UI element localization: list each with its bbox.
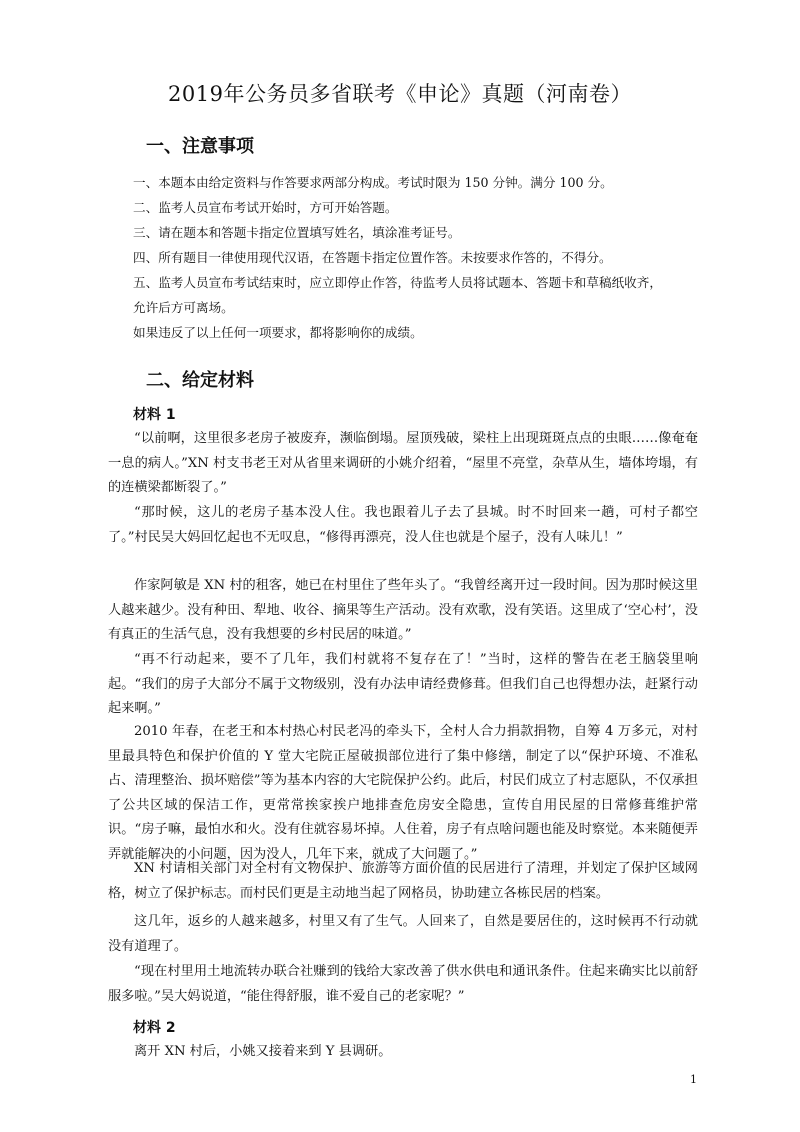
notes-item: 五、监考人员宣布考试结束时，应立即停止作答，待监考人员将试题本、答题卡和草稿纸收齐，允许后方可离场。	[133, 275, 662, 315]
paragraph: “那时候，这儿的老房子基本没人住。我也跟着儿子去了县城。时不时回来一趟，可村子都空了。”村民吴大妈回忆起也不无叹息，“修得再漂亮，没人住也就是个屋子，没有人味儿！”	[108, 505, 698, 545]
paragraph: 作家阿敏是 XN 村的租客，她已在村里住了些年头了。“我曾经离开过一段时间。因为那时候这里人越来越少。没有种田、犁地、收谷、摘果等生产活动。没有欢歌，没有笑语。这里成了‘空心村’，没有真正的生活气息，没有我想要的乡村民居的味道。”	[108, 578, 698, 642]
paragraph: 离开 XN 村后，小姚又接着来到 Y 县调研。	[134, 1044, 392, 1059]
notes-item: 一、本题本由给定资料与作答要求两部分构成。考试时限为 150 分钟。满分 100 分。	[133, 175, 613, 190]
paragraph: “以前啊，这里很多老房子被废弃，濒临倒塌。屋顶残破，梁柱上出现斑斑点点的虫眼……像奄奄一息的病人。”XN 村支书老王对从省里来调研的小姚介绍着，“屋里不亮堂，杂草从生，墙体垮塌，有的连横梁都断裂了。”	[108, 431, 698, 495]
paragraph: 这几年，返乡的人越来越多，村里又有了生气。人回来了，自然是要居住的，这时候再不行动就没有道理了。	[108, 914, 698, 954]
paragraph: “再不行动起来，要不了几年，我们村就将不复存在了！”当时，这样的警告在老王脑袋里响起。“我们的房子大部分不属于文物级别，没有办法申请经费修葺。但我们自己也得想办法，赶紧行动起来啊。”	[108, 652, 698, 716]
paragraph: XN 村请相关部门对全村有文物保护、旅游等方面价值的民居进行了清理，并划定了保护区域网格，树立了保护标志。而村民们更是主动地当起了网格员，协助建立各栋民居的档案。	[108, 861, 698, 901]
paragraph: 2010 年春，在老王和本村热心村民老冯的牵头下，全村人合力捐款捐物，自筹 4 万多元，对村里最具特色和保护价值的 Y 堂大宅院正屋破损部位进行了集中修缮，制定了以“保护环境、不准私占、清理整治、损坏赔偿”等为基本内容的大宅院保护公约。此后，村民们成立了村志愿队，不仅承担了公共区域的保洁工作，更常常挨家挨户地排查危房安全隐患，宣传自用民屋的日常修葺维护常识。“房子嘛，最怕水和火。没有住就容易坏掉。人住着，房子有点啥问题也能及时察觉。本来随便弄弄就能解决的小问题，因为没人，几年下来，就成了大问题了。”	[108, 724, 698, 862]
notes-item: 如果违反了以上任何一项要求，都将影响你的成绩。	[133, 325, 423, 340]
notes-item: 二、监考人员宣布考试开始时，方可开始答题。	[133, 200, 398, 215]
page-title: 2019年公务员多省联考《申论》真题（河南卷）	[168, 82, 632, 106]
notes-item: 三、请在题本和答题卡指定位置填写姓名，填涂准考证号。	[133, 225, 461, 240]
notes-item: 四、所有题目一律使用现代汉语，在答题卡指定位置作答。未按要求作答的，不得分。	[133, 250, 612, 265]
material-2-label: 材料 2	[133, 1020, 176, 1036]
page-number: 1	[690, 1073, 697, 1086]
notes-list	[133, 170, 673, 345]
material-1-label: 材料 1	[133, 407, 176, 423]
section-heading-notes: 一、注意事项	[146, 136, 254, 157]
paragraph: “现在村里用土地流转办联合社赚到的钱给大家改善了供水供电和通讯条件。住起来确实比以前舒服多啦。”吴大妈说道，“能住得舒服，谁不爱自己的老家呢？”	[108, 964, 698, 1004]
section-heading-materials: 二、给定材料	[146, 370, 254, 391]
